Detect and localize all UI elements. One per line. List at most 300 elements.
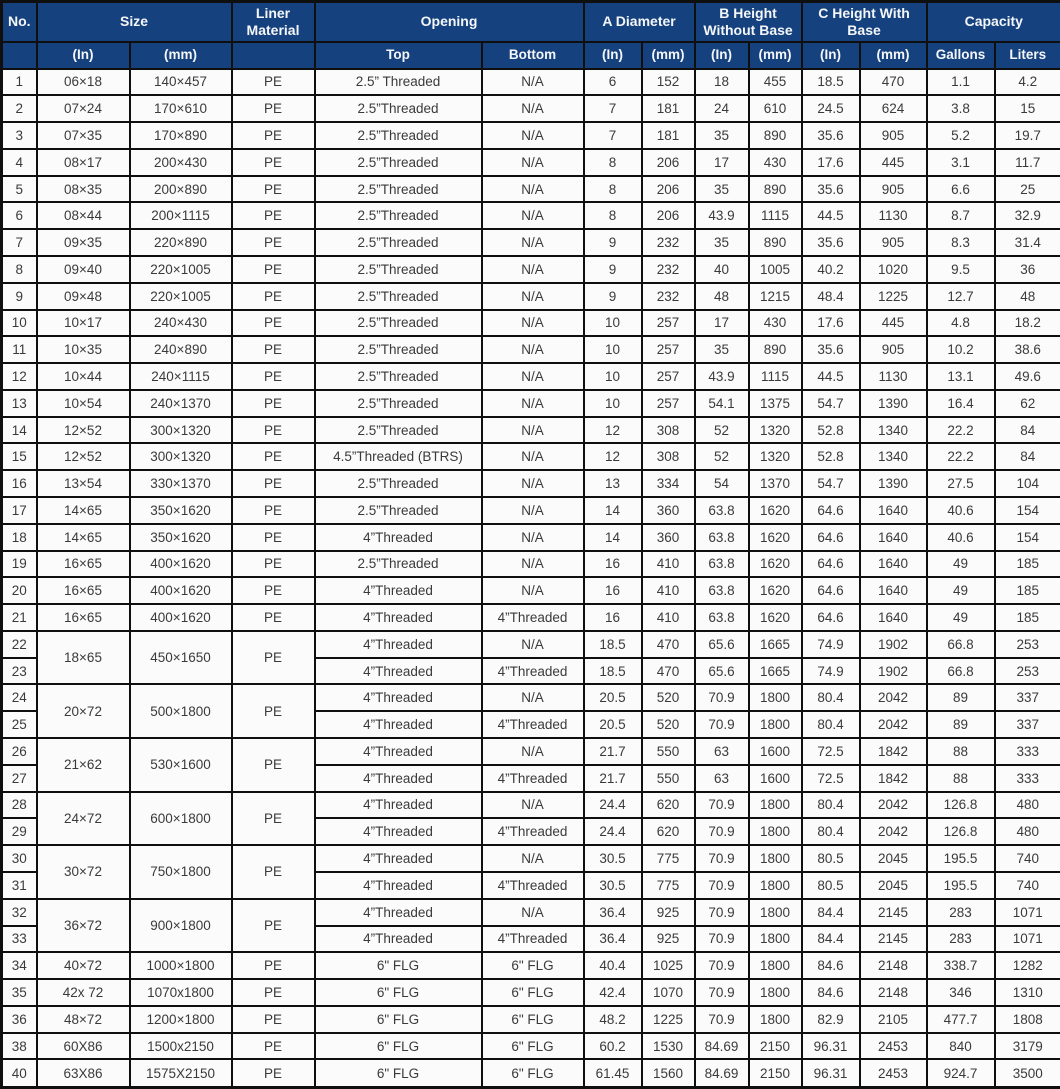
b-height-in-cell: 70.9 [695,684,749,711]
a-diameter-in-cell: 30.5 [584,845,642,872]
b-height-mm-cell: 1320 [749,443,802,470]
opening-top-cell: 4”Threaded [315,872,482,899]
b-height-in-cell: 70.9 [695,926,749,953]
capacity-liters-cell: 84 [995,417,1060,444]
c-height-mm-cell: 1902 [860,631,927,658]
size-in-cell: 14×65 [37,497,130,524]
c-height-mm-cell: 2042 [860,792,927,819]
size-in-cell: 08×44 [37,202,130,229]
a-diameter-mm-cell: 410 [642,604,695,631]
a-diameter-mm-cell: 257 [642,336,695,363]
capacity-liters-cell: 84 [995,443,1060,470]
liner-material-cell: PE [232,417,315,444]
subheader-a-mm: (mm) [642,42,695,69]
c-height-in-cell: 35.6 [802,122,860,149]
size-mm-cell: 330×1370 [130,470,232,497]
opening-top-cell: 2.5”Threaded [315,310,482,337]
capacity-liters-cell: 740 [995,872,1060,899]
c-height-mm-cell: 2148 [860,952,927,979]
c-height-in-cell: 72.5 [802,765,860,792]
size-in-cell: 60X86 [37,1033,130,1060]
capacity-liters-cell: 154 [995,497,1060,524]
row-number-cell: 13 [2,390,37,417]
size-in-cell: 48×72 [37,1006,130,1033]
a-diameter-mm-cell: 925 [642,899,695,926]
table-row [2,497,1060,524]
opening-top-cell: 2.5”Threaded [315,283,482,310]
col-header-c-height-with-base: C Height With Base [802,2,927,42]
opening-bottom-cell: 4”Threaded [482,926,584,953]
size-mm-cell: 300×1320 [130,443,232,470]
table-row [2,952,1060,979]
c-height-in-cell: 80.5 [802,872,860,899]
c-height-mm-cell: 1640 [860,604,927,631]
header-row-groups [2,2,1060,42]
a-diameter-in-cell: 16 [584,604,642,631]
opening-bottom-cell: 4”Threaded [482,765,584,792]
capacity-gallons-cell: 3.1 [927,149,995,176]
opening-top-cell: 6" FLG [315,952,482,979]
table-row [2,738,1060,765]
b-height-in-cell: 70.9 [695,952,749,979]
a-diameter-in-cell: 7 [584,122,642,149]
row-number-cell: 17 [2,497,37,524]
liner-material-cell: PE [232,604,315,631]
c-height-mm-cell: 1902 [860,658,927,685]
table-row [2,310,1060,337]
capacity-liters-cell: 62 [995,390,1060,417]
opening-top-cell: 2.5”Threaded [315,551,482,578]
table-row [2,470,1060,497]
opening-top-cell: 4”Threaded [315,577,482,604]
size-in-cell: 21×62 [37,738,130,792]
size-in-cell: 08×17 [37,149,130,176]
c-height-mm-cell: 905 [860,122,927,149]
size-in-cell: 16×65 [37,577,130,604]
c-height-mm-cell: 1390 [860,390,927,417]
capacity-gallons-cell: 49 [927,551,995,578]
size-in-cell: 06×18 [37,69,130,96]
b-height-in-cell: 84.69 [695,1059,749,1087]
col-header-capacity: Capacity [927,2,1060,42]
b-height-in-cell: 70.9 [695,711,749,738]
b-height-mm-cell: 1665 [749,658,802,685]
row-number-cell: 16 [2,470,37,497]
a-diameter-in-cell: 24.4 [584,818,642,845]
c-height-in-cell: 80.4 [802,684,860,711]
capacity-gallons-cell: 8.7 [927,202,995,229]
a-diameter-mm-cell: 308 [642,417,695,444]
c-height-in-cell: 64.6 [802,497,860,524]
b-height-mm-cell: 455 [749,69,802,96]
liner-material-cell: PE [232,69,315,96]
a-diameter-in-cell: 9 [584,256,642,283]
capacity-gallons-cell: 89 [927,711,995,738]
opening-top-cell: 2.5”Threaded [315,390,482,417]
size-in-cell: 40×72 [37,952,130,979]
row-number-cell: 36 [2,1006,37,1033]
c-height-mm-cell: 2042 [860,711,927,738]
opening-top-cell: 4”Threaded [315,765,482,792]
c-height-in-cell: 74.9 [802,658,860,685]
size-in-cell: 18×65 [37,631,130,685]
capacity-gallons-cell: 6.6 [927,176,995,203]
capacity-gallons-cell: 88 [927,738,995,765]
a-diameter-in-cell: 61.45 [584,1059,642,1087]
a-diameter-mm-cell: 257 [642,310,695,337]
size-in-cell: 10×44 [37,363,130,390]
size-in-cell: 07×24 [37,95,130,122]
c-height-in-cell: 80.4 [802,818,860,845]
capacity-gallons-cell: 66.8 [927,631,995,658]
c-height-in-cell: 96.31 [802,1033,860,1060]
size-mm-cell: 240×1115 [130,363,232,390]
a-diameter-in-cell: 40.4 [584,952,642,979]
a-diameter-in-cell: 36.4 [584,899,642,926]
opening-top-cell: 2.5”Threaded [315,149,482,176]
row-number-cell: 15 [2,443,37,470]
a-diameter-in-cell: 9 [584,229,642,256]
c-height-in-cell: 80.5 [802,845,860,872]
b-height-mm-cell: 430 [749,310,802,337]
table-row [2,390,1060,417]
a-diameter-in-cell: 16 [584,551,642,578]
size-mm-cell: 1200×1800 [130,1006,232,1033]
subheader-no-empty [2,42,37,69]
b-height-mm-cell: 1115 [749,363,802,390]
opening-bottom-cell: N/A [482,443,584,470]
c-height-in-cell: 52.8 [802,417,860,444]
capacity-liters-cell: 1071 [995,926,1060,953]
c-height-mm-cell: 1340 [860,417,927,444]
b-height-in-cell: 65.6 [695,631,749,658]
subheader-c-mm: (mm) [860,42,927,69]
c-height-mm-cell: 1130 [860,363,927,390]
size-in-cell: 14×65 [37,524,130,551]
capacity-gallons-cell: 22.2 [927,443,995,470]
c-height-in-cell: 44.5 [802,363,860,390]
a-diameter-in-cell: 36.4 [584,926,642,953]
opening-bottom-cell: N/A [482,524,584,551]
row-number-cell: 23 [2,658,37,685]
table-row [2,363,1060,390]
capacity-liters-cell: 25 [995,176,1060,203]
a-diameter-mm-cell: 775 [642,845,695,872]
b-height-mm-cell: 1320 [749,417,802,444]
c-height-mm-cell: 2045 [860,845,927,872]
a-diameter-mm-cell: 232 [642,256,695,283]
row-number-cell: 22 [2,631,37,658]
c-height-in-cell: 17.6 [802,149,860,176]
c-height-in-cell: 40.2 [802,256,860,283]
opening-top-cell: 2.5”Threaded [315,497,482,524]
table-header [2,2,1060,69]
opening-bottom-cell: N/A [482,283,584,310]
capacity-gallons-cell: 840 [927,1033,995,1060]
b-height-mm-cell: 1375 [749,390,802,417]
capacity-liters-cell: 104 [995,470,1060,497]
opening-bottom-cell: N/A [482,551,584,578]
b-height-mm-cell: 1115 [749,202,802,229]
c-height-mm-cell: 905 [860,176,927,203]
capacity-liters-cell: 337 [995,711,1060,738]
row-number-cell: 11 [2,336,37,363]
opening-bottom-cell: N/A [482,149,584,176]
liner-material-cell: PE [232,202,315,229]
row-number-cell: 34 [2,952,37,979]
opening-top-cell: 4”Threaded [315,711,482,738]
capacity-liters-cell: 48 [995,283,1060,310]
b-height-mm-cell: 1800 [749,1006,802,1033]
size-mm-cell: 220×890 [130,229,232,256]
opening-top-cell: 4.5”Threaded (BTRS) [315,443,482,470]
c-height-in-cell: 84.4 [802,926,860,953]
capacity-gallons-cell: 924.7 [927,1059,995,1087]
c-height-mm-cell: 1640 [860,551,927,578]
b-height-in-cell: 24 [695,95,749,122]
row-number-cell: 9 [2,283,37,310]
a-diameter-mm-cell: 470 [642,631,695,658]
b-height-mm-cell: 1600 [749,765,802,792]
size-in-cell: 36×72 [37,899,130,953]
a-diameter-in-cell: 24.4 [584,792,642,819]
a-diameter-in-cell: 8 [584,149,642,176]
opening-bottom-cell: N/A [482,95,584,122]
a-diameter-in-cell: 8 [584,176,642,203]
liner-material-cell: PE [232,176,315,203]
capacity-liters-cell: 1310 [995,979,1060,1006]
a-diameter-mm-cell: 206 [642,202,695,229]
capacity-liters-cell: 32.9 [995,202,1060,229]
table-row [2,417,1060,444]
opening-bottom-cell: 6" FLG [482,979,584,1006]
size-in-cell: 08×35 [37,176,130,203]
capacity-liters-cell: 18.2 [995,310,1060,337]
size-in-cell: 24×72 [37,792,130,846]
a-diameter-in-cell: 48.2 [584,1006,642,1033]
a-diameter-mm-cell: 410 [642,577,695,604]
a-diameter-mm-cell: 620 [642,792,695,819]
c-height-in-cell: 64.6 [802,577,860,604]
row-number-cell: 10 [2,310,37,337]
a-diameter-in-cell: 16 [584,577,642,604]
header-row-units [2,42,1060,69]
b-height-mm-cell: 2150 [749,1033,802,1060]
opening-bottom-cell: 6" FLG [482,952,584,979]
size-in-cell: 09×48 [37,283,130,310]
capacity-gallons-cell: 12.7 [927,283,995,310]
c-height-in-cell: 54.7 [802,390,860,417]
table-row [2,577,1060,604]
capacity-liters-cell: 1071 [995,899,1060,926]
subheader-capacity-gallons: Gallons [927,42,995,69]
col-header-opening: Opening [315,2,584,42]
opening-top-cell: 2.5”Threaded [315,417,482,444]
capacity-liters-cell: 740 [995,845,1060,872]
a-diameter-mm-cell: 620 [642,818,695,845]
opening-top-cell: 4”Threaded [315,684,482,711]
size-in-cell: 12×52 [37,417,130,444]
capacity-liters-cell: 11.7 [995,149,1060,176]
c-height-mm-cell: 1640 [860,524,927,551]
c-height-in-cell: 82.9 [802,1006,860,1033]
row-number-cell: 27 [2,765,37,792]
subheader-b-mm: (mm) [749,42,802,69]
capacity-gallons-cell: 27.5 [927,470,995,497]
b-height-mm-cell: 1620 [749,604,802,631]
c-height-in-cell: 74.9 [802,631,860,658]
b-height-in-cell: 35 [695,229,749,256]
a-diameter-in-cell: 18.5 [584,631,642,658]
b-height-in-cell: 43.9 [695,202,749,229]
capacity-liters-cell: 185 [995,551,1060,578]
liner-material-cell: PE [232,470,315,497]
opening-top-cell: 4”Threaded [315,899,482,926]
opening-bottom-cell: 4”Threaded [482,711,584,738]
a-diameter-mm-cell: 520 [642,711,695,738]
size-in-cell: 09×35 [37,229,130,256]
capacity-liters-cell: 185 [995,604,1060,631]
b-height-in-cell: 63 [695,738,749,765]
capacity-liters-cell: 333 [995,765,1060,792]
c-height-mm-cell: 1390 [860,470,927,497]
opening-bottom-cell: N/A [482,69,584,96]
capacity-liters-cell: 38.6 [995,336,1060,363]
a-diameter-mm-cell: 232 [642,283,695,310]
size-in-cell: 07×35 [37,122,130,149]
b-height-mm-cell: 1620 [749,497,802,524]
opening-top-cell: 4”Threaded [315,738,482,765]
opening-bottom-cell: N/A [482,577,584,604]
c-height-mm-cell: 2453 [860,1033,927,1060]
capacity-gallons-cell: 40.6 [927,497,995,524]
opening-bottom-cell: N/A [482,310,584,337]
capacity-liters-cell: 154 [995,524,1060,551]
c-height-mm-cell: 1340 [860,443,927,470]
liner-material-cell: PE [232,684,315,738]
row-number-cell: 7 [2,229,37,256]
b-height-in-cell: 40 [695,256,749,283]
opening-top-cell: 4”Threaded [315,845,482,872]
opening-bottom-cell: N/A [482,899,584,926]
size-mm-cell: 350×1620 [130,524,232,551]
table-row [2,283,1060,310]
a-diameter-in-cell: 13 [584,470,642,497]
size-mm-cell: 750×1800 [130,845,232,899]
subheader-a-in: (In) [584,42,642,69]
b-height-mm-cell: 1800 [749,952,802,979]
opening-bottom-cell: N/A [482,470,584,497]
table-row [2,551,1060,578]
col-header-size: Size [37,2,232,42]
a-diameter-in-cell: 10 [584,310,642,337]
size-mm-cell: 1000×1800 [130,952,232,979]
c-height-mm-cell: 445 [860,149,927,176]
a-diameter-mm-cell: 232 [642,229,695,256]
a-diameter-in-cell: 12 [584,443,642,470]
liner-material-cell: PE [232,792,315,846]
size-mm-cell: 530×1600 [130,738,232,792]
a-diameter-in-cell: 18.5 [584,658,642,685]
table-row [2,899,1060,926]
b-height-in-cell: 63.8 [695,604,749,631]
capacity-liters-cell: 333 [995,738,1060,765]
a-diameter-mm-cell: 775 [642,872,695,899]
a-diameter-in-cell: 6 [584,69,642,96]
row-number-cell: 20 [2,577,37,604]
a-diameter-in-cell: 21.7 [584,738,642,765]
a-diameter-mm-cell: 550 [642,765,695,792]
opening-top-cell: 4”Threaded [315,926,482,953]
liner-material-cell: PE [232,95,315,122]
a-diameter-mm-cell: 152 [642,69,695,96]
c-height-mm-cell: 1842 [860,765,927,792]
c-height-in-cell: 18.5 [802,69,860,96]
size-in-cell: 10×35 [37,336,130,363]
b-height-in-cell: 84.69 [695,1033,749,1060]
opening-top-cell: 6" FLG [315,979,482,1006]
row-number-cell: 32 [2,899,37,926]
capacity-gallons-cell: 16.4 [927,390,995,417]
opening-top-cell: 2.5” Threaded [315,69,482,96]
capacity-gallons-cell: 338.7 [927,952,995,979]
col-header-no: No. [2,2,37,42]
b-height-in-cell: 48 [695,283,749,310]
b-height-in-cell: 70.9 [695,1006,749,1033]
row-number-cell: 33 [2,926,37,953]
capacity-liters-cell: 480 [995,792,1060,819]
liner-material-cell: PE [232,1033,315,1060]
opening-top-cell: 2.5”Threaded [315,95,482,122]
a-diameter-mm-cell: 360 [642,524,695,551]
table-row [2,979,1060,1006]
a-diameter-in-cell: 14 [584,497,642,524]
size-mm-cell: 450×1650 [130,631,232,685]
capacity-gallons-cell: 346 [927,979,995,1006]
b-height-mm-cell: 1215 [749,283,802,310]
liner-material-cell: PE [232,229,315,256]
row-number-cell: 31 [2,872,37,899]
opening-top-cell: 4”Threaded [315,604,482,631]
b-height-mm-cell: 1800 [749,711,802,738]
capacity-gallons-cell: 88 [927,765,995,792]
opening-bottom-cell: N/A [482,738,584,765]
col-header-b-height-without-base: B Height Without Base [695,2,802,42]
size-mm-cell: 140×457 [130,69,232,96]
table-row [2,1059,1060,1087]
a-diameter-in-cell: 42.4 [584,979,642,1006]
b-height-mm-cell: 890 [749,336,802,363]
c-height-mm-cell: 2105 [860,1006,927,1033]
liner-material-cell: PE [232,310,315,337]
size-mm-cell: 350×1620 [130,497,232,524]
col-header-a-diameter: A Diameter [584,2,695,42]
capacity-gallons-cell: 9.5 [927,256,995,283]
b-height-mm-cell: 890 [749,176,802,203]
size-mm-cell: 240×430 [130,310,232,337]
c-height-in-cell: 35.6 [802,229,860,256]
row-number-cell: 24 [2,684,37,711]
opening-bottom-cell: N/A [482,122,584,149]
c-height-in-cell: 35.6 [802,176,860,203]
b-height-in-cell: 35 [695,122,749,149]
b-height-mm-cell: 890 [749,122,802,149]
liner-material-cell: PE [232,1006,315,1033]
b-height-mm-cell: 1800 [749,792,802,819]
liner-material-cell: PE [232,845,315,899]
size-mm-cell: 300×1320 [130,417,232,444]
capacity-liters-cell: 1282 [995,952,1060,979]
